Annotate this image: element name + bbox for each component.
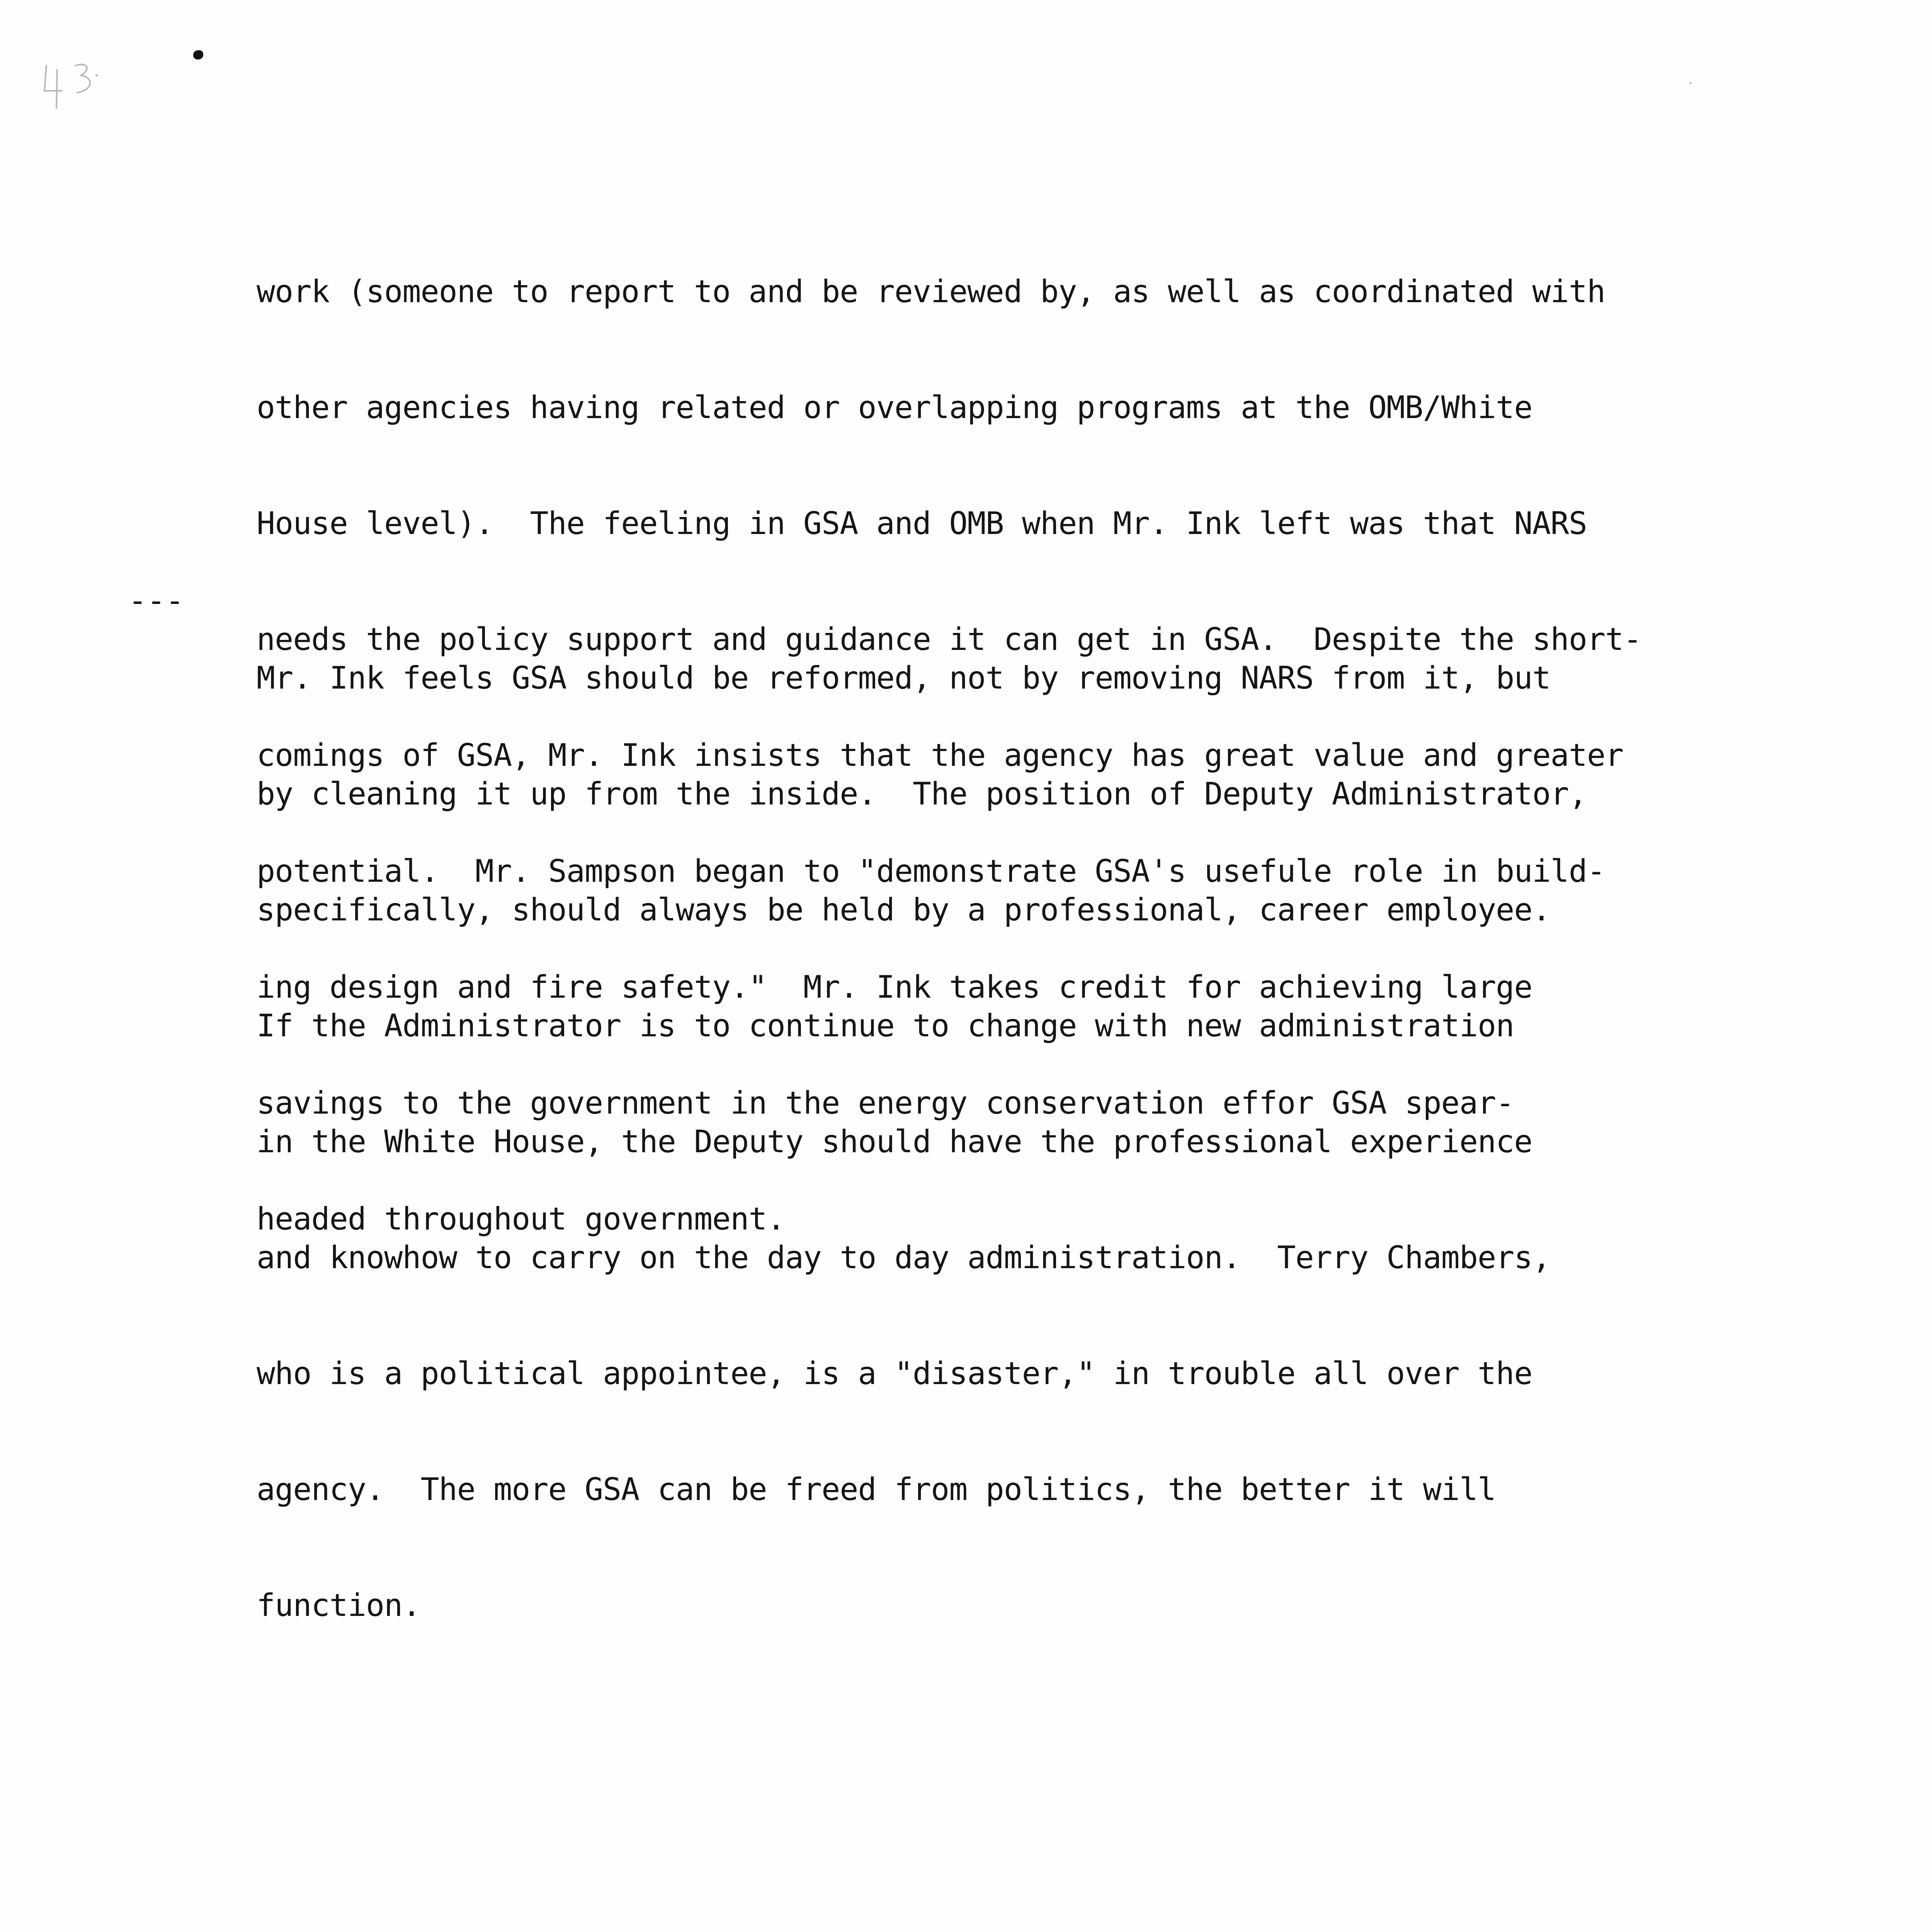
paragraph-2-line: If the Administrator is to continue to change with new administration [257, 1008, 1514, 1044]
paper-speck [1689, 82, 1692, 84]
ink-dot-mark [193, 50, 203, 60]
paragraph-1-line: savings to the government in the energy conservation effor GSA spear- [257, 1085, 1514, 1121]
paragraph-2-line: specifically, should always be held by a professional, career employee. [257, 892, 1551, 928]
paragraph-1-line: other agencies having related or overlapping programs at the OMB/White [257, 389, 1532, 425]
paragraph-1-line: needs the policy support and guidance it can get in GSA. Despite the short- [257, 621, 1642, 657]
paragraph-2 [257, 582, 1744, 1702]
paragraph-1-line: comings of GSA, Mr. Ink insists that the agency has great value and greater [257, 737, 1624, 773]
paragraph-1-line: potential. Mr. Sampson began to "demonstrate GSA's usefule role in build- [257, 853, 1605, 889]
paragraph-2-line: who is a political appointee, is a "disaster," in trouble all over the [257, 1355, 1532, 1391]
paragraph-2-line: function. [257, 1587, 421, 1623]
paragraph-2-line: and knowhow to carry on the day to day administration. Terry Chambers, [257, 1240, 1551, 1276]
paragraph-1-line: work (someone to report to and be reviewed by, as well as coordinated with [257, 274, 1605, 310]
paragraph-2-line: in the White House, the Deputy should have the professional experience [257, 1124, 1532, 1160]
handwritten-page-number-drawing [39, 54, 116, 116]
handwritten-page-number [39, 54, 116, 116]
paragraph-1-line: headed throughout government. [257, 1201, 785, 1237]
paragraph-2-line: agency. The more GSA can be freed from politics, the better it will [257, 1471, 1496, 1507]
paragraph-2-dash-marker: --- [128, 583, 184, 619]
paragraph-1-line: ing design and fire safety." Mr. Ink takes credit for achieving large [257, 969, 1532, 1005]
paragraph-2-line: Mr. Ink feels GSA should be reformed, not by removing NARS from it, but [257, 660, 1551, 696]
paragraph-1-line: House level). The feeling in GSA and OMB when Mr. Ink left was that NARS [257, 505, 1587, 541]
paragraph-2-line: by cleaning it up from the inside. The position of Deputy Administrator, [257, 776, 1587, 812]
